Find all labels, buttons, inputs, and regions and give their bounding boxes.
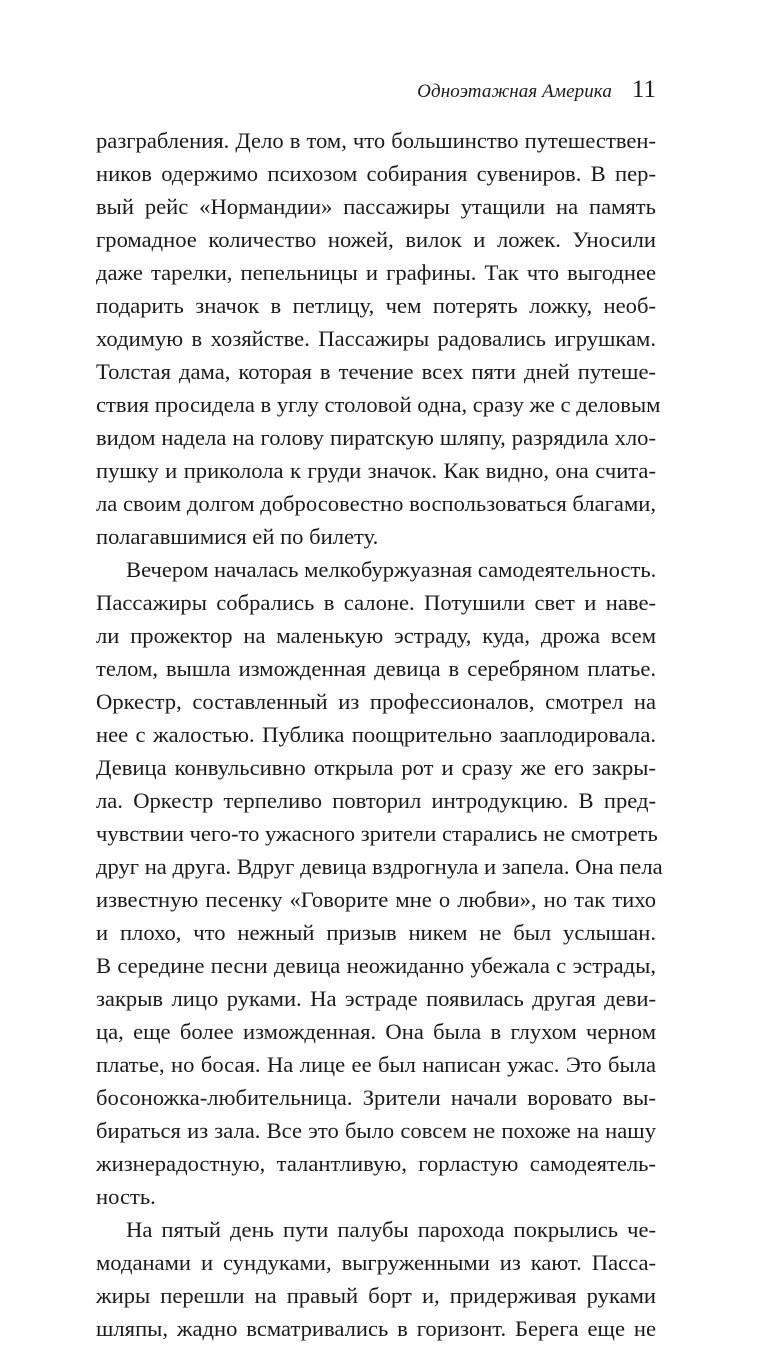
text-line: и плохо, что нежный призыв никем не был услышан. bbox=[96, 920, 656, 945]
text-line: разграбления. Дело в том, что большинство путешествен- bbox=[96, 128, 656, 153]
text-line: ла своим долгом добросовестно воспользоваться благами, bbox=[96, 491, 656, 516]
text-line: видом надела на голову пиратскую шляпу, разрядила хло- bbox=[96, 425, 656, 450]
text-line: жизнерадостную, талантливую, горластую самодеятель- bbox=[96, 1151, 656, 1176]
text-line: полагавшимися ей по билету. bbox=[96, 524, 379, 549]
text-line: известную песенку «Говорите мне о любви», но так тихо bbox=[96, 887, 656, 912]
text-line: жиры перешли на правый борт и, придерживая руками bbox=[96, 1283, 656, 1308]
text-line: даже тарелки, пепельницы и графины. Так что выгоднее bbox=[96, 260, 656, 285]
text-line: нее с жалостью. Публика поощрительно зааплодировала. bbox=[96, 722, 656, 747]
text-line: ца, еще более изможденная. Она была в глухом черном bbox=[96, 1019, 656, 1044]
text-line: шляпы, жадно всматривались в горизонт. Берега еще не bbox=[96, 1316, 656, 1341]
text-line: Оркестр, составленный из профессионалов, смотрел на bbox=[96, 689, 656, 714]
text-line: чувствии чего-то ужасного зрители старались не смотреть bbox=[96, 821, 658, 846]
running-title: Одноэтажная Америка bbox=[417, 81, 612, 102]
text-line: бираться из зала. Все это было совсем не похоже на нашу bbox=[96, 1118, 656, 1143]
text-line: пушку и приколола к груди значок. Как видно, она счита- bbox=[96, 458, 656, 483]
text-line: вый рейс «Нормандии» пассажиры утащили на память bbox=[96, 194, 656, 219]
text-line: босоножка-любительница. Зрители начали воровато вы- bbox=[96, 1085, 656, 1110]
text-line: Девица конвульсивно открыла рот и сразу же его закры- bbox=[96, 755, 656, 780]
text-line: Толстая дама, которая в течение всех пяти дней путеше- bbox=[96, 359, 656, 384]
text-line: ность. bbox=[96, 1184, 156, 1209]
text-line: закрыв лицо руками. На эстраде появилась другая деви- bbox=[96, 986, 656, 1011]
text-line: ли прожектор на маленькую эстраду, куда, дрожа всем bbox=[96, 623, 656, 648]
text-line: В середине песни девица неожиданно убежала с эстрады, bbox=[96, 953, 656, 978]
running-head bbox=[96, 76, 656, 110]
text-line: громадное количество ножей, вилок и ложек. Уносили bbox=[96, 227, 656, 252]
paragraph-first-line: Вечером началась мелкобуржуазная самодеятельность. bbox=[126, 557, 657, 582]
text-line: ходимую в хозяйстве. Пассажиры радовались игрушкам. bbox=[96, 326, 656, 351]
body-text bbox=[96, 124, 663, 1345]
text-line: ла. Оркестр терпеливо повторил интродукцию. В пред- bbox=[96, 788, 656, 813]
page-number: 11 bbox=[631, 76, 656, 103]
text-line: платье, но босая. На лице ее был написан ужас. Это была bbox=[96, 1052, 656, 1077]
text-line: ствия просидела в углу столовой одна, сразу же с деловым bbox=[96, 392, 661, 417]
text-line: Пассажиры собрались в салоне. Потушили свет и наве- bbox=[96, 590, 656, 615]
text-line: ников одержимо психозом собирания сувениров. В пер- bbox=[96, 161, 656, 186]
text-line: друг на друга. Вдруг девица вздрогнула и запела. Она пела bbox=[96, 854, 663, 879]
text-line: подарить значок в петлицу, чем потерять ложку, необ- bbox=[96, 293, 656, 318]
text-line: моданами и сундуками, выгруженными из кают. Пасса- bbox=[96, 1250, 656, 1275]
paragraph-first-line: На пятый день пути палубы парохода покрылись че- bbox=[126, 1217, 656, 1242]
text-line: телом, вышла изможденная девица в серебряном платье. bbox=[96, 656, 656, 681]
